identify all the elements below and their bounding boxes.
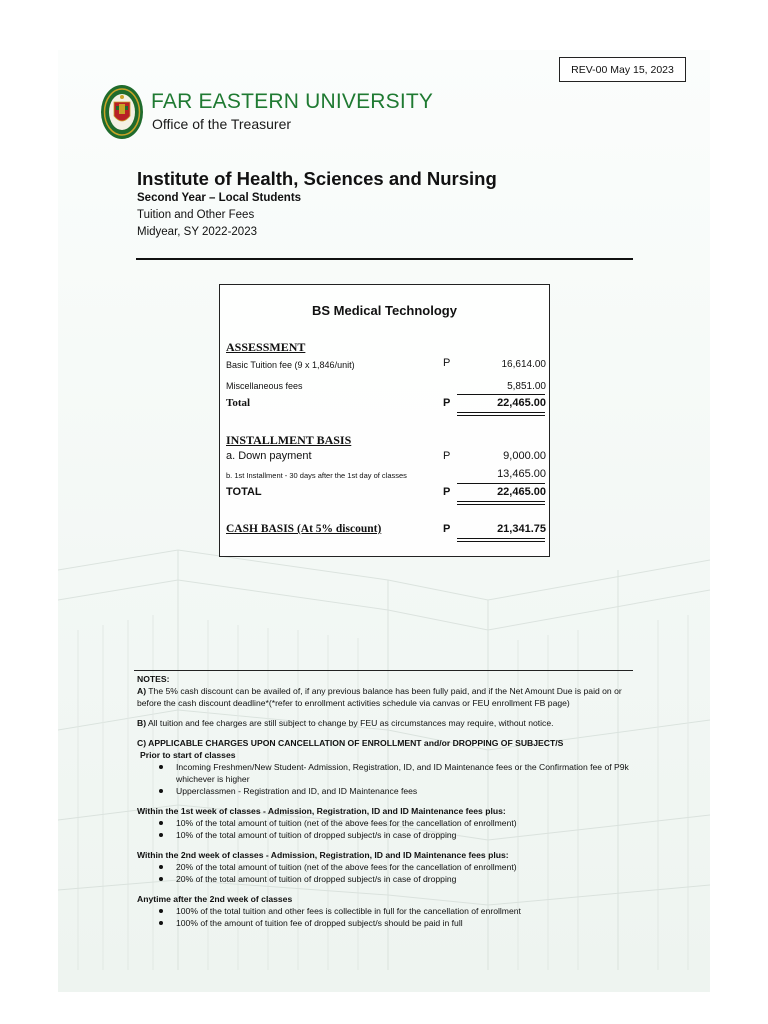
installment-total-label: TOTAL — [226, 486, 262, 498]
cash-basis-row — [220, 523, 549, 537]
note-c-heading: C) APPLICABLE CHARGES UPON CANCELLATION OF ENROLLMENT and/or DROPPING OF SUBJECT/S — [137, 738, 564, 748]
note-a-marker: A) — [137, 686, 147, 696]
document-page — [58, 50, 710, 992]
note-b-text: All tuition and fee charges are still subject to change by FEU as circumstances may require, without notice. — [146, 718, 554, 728]
prior-heading: Prior to start of classes — [140, 750, 236, 760]
list-item: Upperclassmen - Registration and ID, and ID Maintenance fees — [137, 785, 637, 797]
list-item: 10% of the total amount of tuition (net of the above fees for the cancellation of enrollment) — [137, 817, 637, 829]
list-item: 20% of the total amount of tuition of dropped subject/s in case of dropping — [137, 873, 637, 885]
installment-heading: INSTALLMENT BASIS — [226, 433, 352, 447]
misc-amount: 5,851.00 — [507, 381, 546, 392]
university-name: FAR EASTERN UNIVERSITY — [151, 90, 434, 113]
week1-heading: Within the 1st week of classes - Admission, Registration, ID and ID Maintenance fees plus: — [137, 806, 506, 816]
list-item: 100% of the total tuition and other fees is collectible in full for the cancellation of enrollment — [137, 905, 637, 917]
down-payment-amount: 9,000.00 — [503, 450, 546, 462]
down-payment-row — [220, 450, 549, 464]
assessment-total-peso-sign: P — [443, 397, 451, 409]
cash-basis-amount: 21,341.75 — [497, 523, 546, 535]
down-payment-peso-sign: P — [443, 450, 451, 462]
installment-total-amount: 22,465.00 — [497, 486, 546, 498]
installment-total-row — [220, 486, 549, 500]
tuition-row — [220, 357, 549, 371]
note-a-text: The 5% cash discount can be availed of, if any previous balance has been fully paid, and if the Net Amount Due is paid on or before the cash discount deadline*(*refer to enrollment activities schedule via canvas or FEU enrollment FB page) — [137, 686, 622, 708]
installment-heading-row — [220, 433, 549, 447]
assessment-total-double-underline — [457, 412, 545, 416]
office-name: Office of the Treasurer — [152, 116, 292, 132]
list-item: 20% of the total amount of tuition (net of the above fees for the cancellation of enrollment) — [137, 861, 637, 873]
assessment-total-amount: 22,465.00 — [497, 397, 546, 409]
first-installment-row — [220, 468, 549, 482]
note-b — [137, 717, 637, 729]
first-installment-amount: 13,465.00 — [497, 468, 546, 480]
prior-list — [137, 761, 637, 797]
week1-list — [137, 817, 637, 841]
down-payment-label: a. Down payment — [226, 450, 312, 462]
installment-total-double-underline — [457, 501, 545, 505]
week2-list — [137, 861, 637, 885]
misc-row — [220, 379, 549, 393]
misc-label: Miscellaneous fees — [226, 381, 303, 391]
program-title: BS Medical Technology — [312, 303, 457, 318]
term: Midyear, SY 2022-2023 — [137, 226, 257, 238]
cash-basis-double-underline — [457, 538, 545, 542]
assessment-heading: ASSESSMENT — [226, 340, 306, 354]
fee-schedule-box — [219, 284, 550, 557]
institute-title: Institute of Health, Sciences and Nursing — [137, 168, 497, 189]
notes-section — [137, 673, 637, 929]
installment-total-peso-sign: P — [443, 486, 451, 498]
tuition-label: Basic Tuition fee (9 x 1,846/unit) — [226, 360, 355, 370]
list-item: 10% of the total amount of tuition of dropped subject/s in case of dropping — [137, 829, 637, 841]
misc-underline — [457, 394, 545, 395]
note-a — [137, 685, 637, 709]
revision-box: REV-00 May 15, 2023 — [559, 57, 686, 82]
after-list — [137, 905, 637, 929]
feu-seal-logo — [100, 84, 144, 140]
first-installment-underline — [457, 483, 545, 484]
doc-type: Tuition and Other Fees — [137, 209, 255, 221]
notes-divider — [134, 670, 633, 671]
assessment-total-row — [220, 397, 549, 411]
header-divider — [136, 258, 633, 260]
note-b-marker: B) — [137, 718, 147, 728]
list-item: 100% of the amount of tuition fee of dropped subject/s should be paid in full — [137, 917, 637, 929]
cash-basis-label: CASH BASIS (At 5% discount) — [226, 523, 382, 535]
assessment-total-label: Total — [226, 397, 251, 409]
week2-heading: Within the 2nd week of classes - Admission, Registration, ID and ID Maintenance fees plus: — [137, 850, 509, 860]
year-level: Second Year – Local Students — [137, 192, 302, 204]
notes-title: NOTES: — [137, 674, 170, 684]
tuition-peso-sign: P — [443, 357, 451, 369]
tuition-amount: 16,614.00 — [501, 359, 546, 370]
cash-basis-peso-sign: P — [443, 523, 451, 535]
after-heading: Anytime after the 2nd week of classes — [137, 894, 293, 904]
assessment-heading-row — [220, 340, 549, 354]
list-item: Incoming Freshmen/New Student- Admission, Registration, ID, and ID Maintenance fees or the Confirmation fee of P9k whichever is higher — [137, 761, 637, 785]
first-installment-label: b. 1st Installment - 30 days after the 1st day of classes — [226, 471, 407, 480]
